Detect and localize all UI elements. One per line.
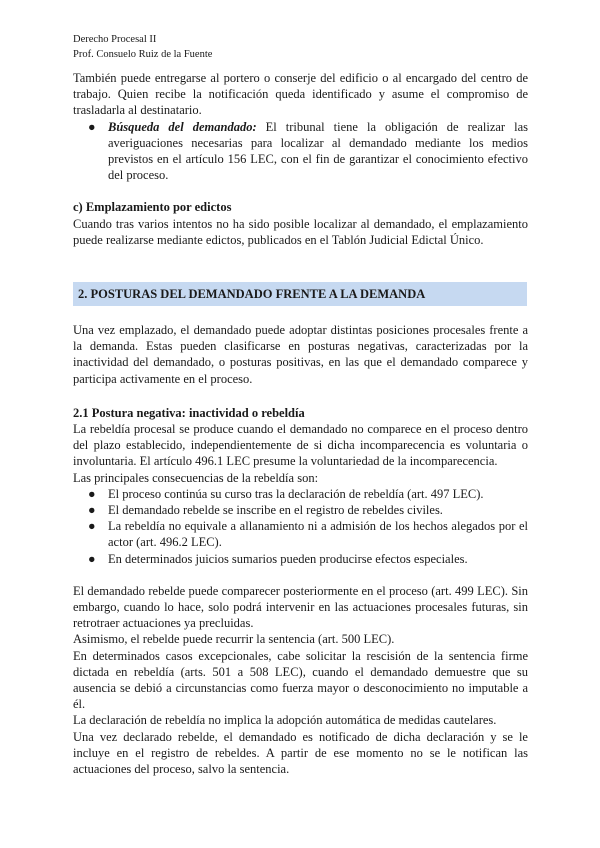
paragraph-notificacion: Una vez declarado rebelde, el demandado es notificado de dicha declaración y se le incluye en el registro de rebeldes. A partir de ese momento no se le notifican las actuaciones del proceso, salvo la sentencia. xyxy=(73,729,528,777)
bullet-icon: ● xyxy=(88,551,96,566)
paragraph-posturas: Una vez emplazado, el demandado puede adoptar distintas posiciones procesales frente a la demanda. Estas pueden clasificarse en posturas negativas, caracterizadas por la inactividad del demandado, o posturas positivas, en las que el demandado comparece y participa activamente en el proceso. xyxy=(73,323,528,386)
bullet-text: La rebeldía no equivale a allanamiento ni a admisión de los hechos alegados por el actor (art. 496.2 LEC). xyxy=(108,519,528,550)
bullet-icon: ● xyxy=(88,519,96,534)
bullet-icon: ● xyxy=(88,119,96,134)
section-title: 2. POSTURAS DEL DEMANDADO FRENTE A LA DEMANDA xyxy=(78,287,426,301)
page-header xyxy=(73,32,528,62)
paragraph-cautelares: La declaración de rebeldía no implica la adopción automática de medidas cautelares. xyxy=(73,713,497,728)
heading-rebeldia: 2.1 Postura negativa: inactividad o rebeldía xyxy=(73,405,305,420)
paragraph-rescision: En determinados casos excepcionales, cabe solicitar la rescisión de la sentencia firme dictada en rebeldía (arts. 501 a 508 LEC), cuando el demandado demuestre que su ausencia se debió a circunstancias como fuerza mayor o desconocimiento no imputable a él. xyxy=(73,648,528,712)
list-item xyxy=(73,502,528,518)
header-course: Derecho Procesal II xyxy=(73,34,157,45)
list-intro: Las principales consecuencias de la rebeldía son: xyxy=(73,470,319,485)
heading-emplazamiento: c) Emplazamiento por edictos xyxy=(73,200,232,215)
paragraph-rebeldia-def: La rebeldía procesal se produce cuando el demandado no comparece en el proceso dentro del plazo establecido, independientemente de si dicha incomparecencia es voluntaria o involuntaria. El artículo 496.1 LEC presume la voluntariedad de la incomparecencia. xyxy=(73,422,528,469)
header-professor: Prof. Consuelo Ruiz de la Fuente xyxy=(73,49,213,60)
bullet-icon: ● xyxy=(88,486,96,501)
bullet-icon: ● xyxy=(88,503,96,518)
bullet-text: El proceso continúa su curso tras la declaración de rebeldía (art. 497 LEC). xyxy=(108,486,484,501)
bullet-lead: Búsqueda del demandado: xyxy=(108,119,257,134)
document-page xyxy=(73,32,528,248)
paragraph-comparecer: El demandado rebelde puede comparecer posteriormente en el proceso (art. 499 LEC). Sin embargo, cuando lo hace, solo podrá intervenir en las actuaciones procesales futuras, sin retrotraer actuaciones ya precluidas. xyxy=(73,583,528,631)
bullet-text: El demandado rebelde se inscribe en el registro de rebeldes civiles. xyxy=(108,503,443,518)
paragraph-portero: También puede entregarse al portero o conserje del edificio o al encargado del centro de trabajo. Quien recibe la notificación queda identificado y asume el compromiso de trasladarla al destinatario. xyxy=(73,71,528,118)
bullet-list-consecuencias xyxy=(73,486,528,567)
bullet-list-busqueda xyxy=(73,119,528,184)
list-item xyxy=(73,486,528,502)
paragraph-edictos: Cuando tras varios intentos no ha sido posible localizar al demandado, el emplazamiento puede realizarse mediante edictos, publicados en el Tablón Judicial Edictal Único. xyxy=(73,216,528,247)
document-page-continued xyxy=(73,322,528,777)
list-item xyxy=(73,518,528,550)
list-item xyxy=(73,119,528,184)
section-banner xyxy=(73,282,527,306)
bullet-text: En determinados juicios sumarios pueden producirse efectos especiales. xyxy=(108,551,468,566)
bullet-text: El tribunal tiene la obligación de realizar las averiguaciones necesarias para localizar al demandado mediante los medios previstos en el artículo 156 LEC, con el fin de garantizar el conocimiento efectivo del proceso. xyxy=(108,119,528,183)
paragraph-recurrir: Asimismo, el rebelde puede recurrir la sentencia (art. 500 LEC). xyxy=(73,632,395,647)
list-item xyxy=(73,551,528,567)
